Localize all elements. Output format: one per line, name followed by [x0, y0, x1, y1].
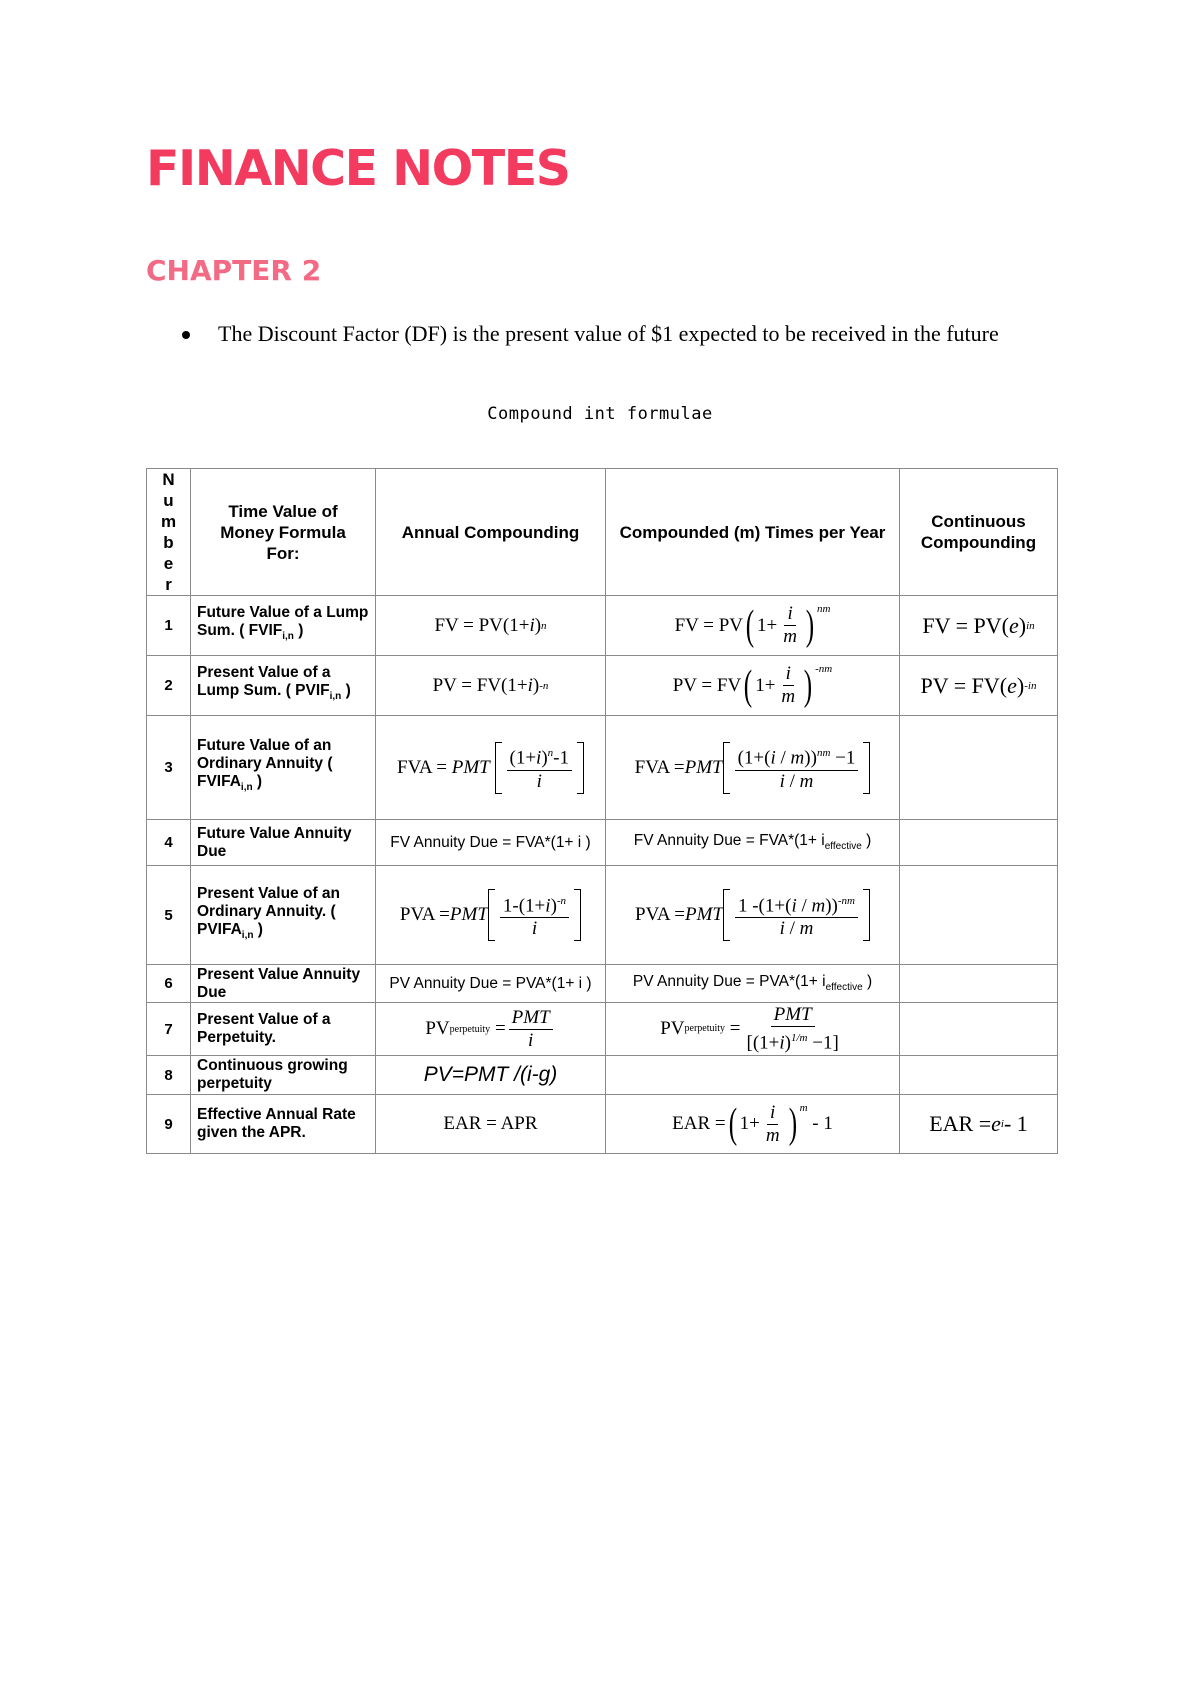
row-description: Effective Annual Rate given the APR.	[191, 1095, 376, 1154]
row-description: Future Value of a Lump Sum. ( $FVIF_{i,n}$ )	[191, 596, 376, 656]
continuous-formula: PV = FV( e ) -in	[900, 656, 1058, 716]
m-formula: PVA = PMT $\frac{1 -(1+(i / m))^{-nm}}{i / m}$	[606, 866, 900, 965]
row-number: 6	[147, 965, 191, 1003]
table-row	[147, 1095, 1058, 1154]
header-number-letter: u	[163, 491, 174, 510]
annual-formula: PVA = PMT $\frac{1-(1+i)^{-n}}{i}$	[376, 866, 606, 965]
continuous-formula: EAR = e i - 1	[900, 1095, 1058, 1154]
annual-formula: PV Annuity Due = PVA*(1+ i )	[376, 965, 606, 1003]
header-continuous: Continuous Compounding	[900, 469, 1058, 596]
annual-formula	[376, 596, 606, 656]
row-description: Present Value of an Ordinary Annuity. ( $PVIFA_{i,n}$ )	[191, 866, 376, 965]
header-annual: Annual Compounding	[376, 469, 606, 596]
header-formula-for: Time Value of Money Formula For:	[191, 469, 376, 596]
row-description: Present Value of a Lump Sum. ( $PVIF_{i,n}$ )	[191, 656, 376, 716]
chapter-heading: CHAPTER 2	[146, 254, 322, 287]
row-number: 8	[147, 1056, 191, 1095]
continuous-formula	[900, 716, 1058, 820]
row-number: 2	[147, 656, 191, 716]
formula-table	[146, 468, 1058, 1154]
row-number: 4	[147, 820, 191, 866]
header-number-letter: N	[162, 470, 175, 489]
continuous-formula: FV = PV( e ) in	[900, 596, 1058, 656]
m-formula: FV Annuity Due = $FVA*(1+ i_{effective}$ )	[606, 820, 900, 866]
table-row	[147, 1003, 1058, 1056]
row-description: Present Value Annuity Due	[191, 965, 376, 1003]
bullet-dot-icon	[182, 331, 190, 339]
row-number: 5	[147, 866, 191, 965]
m-formula: FVA = PMT $\frac{(1+(i / m))^{nm} -1}{i / m}$	[606, 716, 900, 820]
header-m-times: Compounded (m) Times per Year	[606, 469, 900, 596]
row-description: Future Value Annuity Due	[191, 820, 376, 866]
row-description: Future Value of an Ordinary Annuity ( $FVIFA_{i,n}$ )	[191, 716, 376, 820]
annual-formula: PV perpetuity = $\frac{\text{PMT}}{i}$	[376, 1003, 606, 1056]
document-title: FINANCE NOTES	[146, 140, 570, 197]
m-formula: EAR = ( 1+ $\frac{i}{m}$ ) $^m$ - 1	[606, 1095, 900, 1154]
row-number: 3	[147, 716, 191, 820]
table-row	[147, 716, 1058, 820]
formula-expression: FV = PV(1+ i ) n	[434, 614, 547, 636]
annual-formula: PV = FV(1+ i ) -n	[376, 656, 606, 716]
table-row	[147, 656, 1058, 716]
header-number-letter: e	[163, 554, 174, 573]
row-description: Continuous growing perpetuity	[191, 1056, 376, 1095]
bullet-text: The Discount Factor (DF) is the present value of $1 expected to be received in the future	[218, 321, 999, 346]
m-formula: PV = FV ( 1+ $\frac{i}{m}$ ) $^{-nm}$	[606, 656, 900, 716]
header-number	[147, 469, 191, 596]
table-header-row	[147, 469, 1058, 596]
row-number: 7	[147, 1003, 191, 1056]
table-caption: Compound int formulae	[487, 404, 713, 424]
continuous-formula	[900, 965, 1058, 1003]
row-number: 9	[147, 1095, 191, 1154]
continuous-formula	[900, 1003, 1058, 1056]
m-formula	[606, 1056, 900, 1095]
annual-formula: PV=PMT /(i-g)	[376, 1056, 606, 1095]
m-formula: PV perpetuity = $\frac{\text{PMT}}{[(1+i)^{1/m} -1]}$	[606, 1003, 900, 1056]
continuous-formula	[900, 866, 1058, 965]
table-row	[147, 820, 1058, 866]
continuous-formula	[900, 1056, 1058, 1095]
table-row	[147, 596, 1058, 656]
annual-formula: FVA = PMT $\frac{(1+i)^n-1}{i}$	[376, 716, 606, 820]
row-number: 1	[147, 596, 191, 656]
bullet-item	[180, 320, 1040, 348]
header-number-letter: r	[165, 575, 172, 594]
table-row	[147, 1056, 1058, 1095]
annual-formula: EAR = APR	[376, 1095, 606, 1154]
table-row	[147, 866, 1058, 965]
continuous-formula	[900, 820, 1058, 866]
row-description: Present Value of a Perpetuity.	[191, 1003, 376, 1056]
header-number-letter: b	[163, 533, 174, 552]
table-row	[147, 965, 1058, 1003]
m-formula: FV = PV ( 1+ $\frac{i}{m}$ ) $^{nm}$	[606, 596, 900, 656]
header-number-letter: m	[160, 512, 177, 531]
annual-formula: FV Annuity Due = FVA*(1+ i )	[376, 820, 606, 866]
m-formula: PV Annuity Due = $PVA*(1+ i_{effective}$ )	[606, 965, 900, 1003]
